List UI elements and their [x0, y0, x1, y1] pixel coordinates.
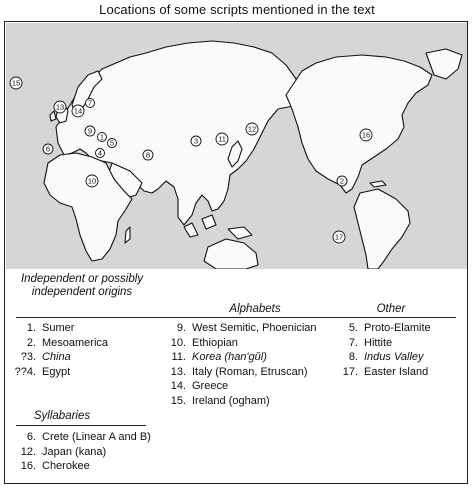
landmass-australia — [204, 239, 258, 269]
item-text: Ethiopian — [192, 336, 238, 349]
marker-6[interactable] — [43, 144, 53, 154]
landmass-madagascar — [125, 227, 130, 243]
item-number: 10. — [170, 336, 186, 349]
marker-15[interactable] — [10, 77, 22, 89]
marker-label: 16 — [361, 130, 371, 140]
marker-label: 4 — [97, 148, 103, 158]
list-item — [12, 459, 151, 474]
item-text: Crete (Linear A and B) — [42, 431, 151, 443]
item-number: ?3. — [20, 351, 36, 364]
item-number: 2. — [26, 336, 36, 349]
marker-4[interactable] — [96, 149, 105, 158]
landmass-borneo — [202, 215, 216, 229]
list-item — [12, 430, 151, 445]
list-item — [332, 350, 431, 365]
marker-label: 15 — [11, 78, 21, 88]
item-text: Korea (han'gŭl) — [192, 351, 267, 364]
list-item — [160, 365, 317, 380]
marker-9[interactable] — [85, 126, 95, 136]
item-number: ??4. — [14, 365, 36, 378]
item-number: 1. — [26, 322, 36, 334]
item-text: Indus Valley — [364, 351, 424, 364]
item-text: China — [42, 351, 71, 364]
list-item — [160, 336, 317, 351]
item-text: Greece — [192, 380, 229, 393]
heading-independent-origins: Independent or possibly independent origins — [20, 273, 144, 298]
list-item — [12, 445, 151, 460]
landmass-ireland — [50, 111, 56, 121]
marker-label: 17 — [334, 232, 344, 242]
heading-alphabets: Alphabets — [229, 303, 281, 315]
landmass-north-america — [286, 55, 432, 193]
syllabaries-divider — [16, 425, 146, 426]
marker-13[interactable] — [54, 101, 66, 113]
marker-label: 12 — [247, 124, 257, 134]
item-text: West Semitic, Phoenician — [192, 322, 317, 334]
landmass-south-america — [354, 189, 410, 269]
marker-17[interactable] — [333, 231, 345, 243]
item-number: 15. — [170, 394, 186, 407]
list-item — [332, 336, 431, 351]
list-item — [12, 336, 108, 351]
landmass-cuba — [370, 181, 386, 187]
heading-syllabaries: Syllabaries — [33, 410, 91, 422]
marker-12[interactable] — [246, 123, 258, 135]
other-list — [332, 321, 431, 379]
marker-7[interactable] — [86, 99, 95, 108]
independent-list — [12, 321, 108, 379]
marker-10[interactable] — [86, 175, 98, 187]
marker-label: 5 — [109, 138, 115, 148]
marker-label: 6 — [45, 144, 51, 154]
alphabets-list — [160, 321, 317, 409]
item-number: 14. — [170, 380, 186, 393]
item-text: Ireland (ogham) — [192, 394, 270, 407]
item-text: Hittite — [364, 336, 393, 349]
list-item — [160, 321, 317, 336]
landmass-new-guinea — [228, 227, 252, 239]
item-number: 6. — [26, 431, 36, 443]
world-map-svg — [6, 23, 467, 269]
marker-label: 8 — [145, 150, 151, 160]
heading-other: Other — [376, 303, 406, 315]
marker-label: 3 — [193, 136, 199, 146]
item-number: 9. — [176, 322, 186, 334]
marker-14[interactable] — [72, 105, 84, 117]
item-text: Easter Island — [364, 365, 429, 378]
item-number: 7. — [348, 336, 358, 349]
marker-16[interactable] — [360, 129, 372, 141]
world-map — [6, 23, 467, 269]
item-number: 12. — [20, 445, 36, 458]
landmass-sumatra — [184, 223, 198, 237]
item-text: Mesoamerica — [42, 336, 109, 349]
item-number: 13. — [170, 365, 186, 378]
marker-3[interactable] — [191, 136, 201, 146]
marker-5[interactable] — [108, 139, 117, 148]
marker-label: 1 — [99, 132, 105, 142]
marker-label: 13 — [55, 102, 65, 112]
marker-2[interactable] — [337, 176, 347, 186]
marker-1[interactable] — [98, 133, 107, 142]
item-number: 11. — [171, 351, 186, 364]
list-item — [12, 321, 108, 336]
list-item — [160, 350, 317, 365]
item-text: Japan (kana) — [42, 445, 107, 458]
item-number: 8. — [348, 351, 358, 364]
item-text: Italy (Roman, Etruscan) — [192, 365, 308, 378]
marker-label: 14 — [73, 106, 83, 116]
list-item — [332, 365, 431, 380]
item-text: Sumer — [42, 322, 75, 334]
syllabaries-list — [12, 430, 151, 474]
item-text: Egypt — [42, 365, 71, 378]
item-number: 17. — [342, 365, 358, 378]
map-title: Locations of some scripts mentioned in the text — [99, 2, 375, 17]
marker-label: 7 — [87, 98, 93, 108]
marker-8[interactable] — [143, 150, 153, 160]
list-item — [12, 365, 108, 380]
list-item — [160, 394, 317, 409]
list-item — [332, 321, 431, 336]
list-item — [12, 350, 108, 365]
item-text: Proto-Elamite — [364, 322, 431, 334]
marker-11[interactable] — [216, 133, 228, 145]
marker-label: 11 — [218, 134, 226, 144]
legend-divider — [16, 317, 456, 318]
item-number: 5. — [348, 322, 358, 334]
marker-label: 9 — [87, 126, 93, 136]
marker-label: 2 — [339, 176, 345, 186]
item-text: Cherokee — [42, 460, 90, 473]
list-item — [160, 379, 317, 394]
item-number: 16. — [20, 460, 36, 473]
marker-label: 10 — [87, 176, 97, 186]
